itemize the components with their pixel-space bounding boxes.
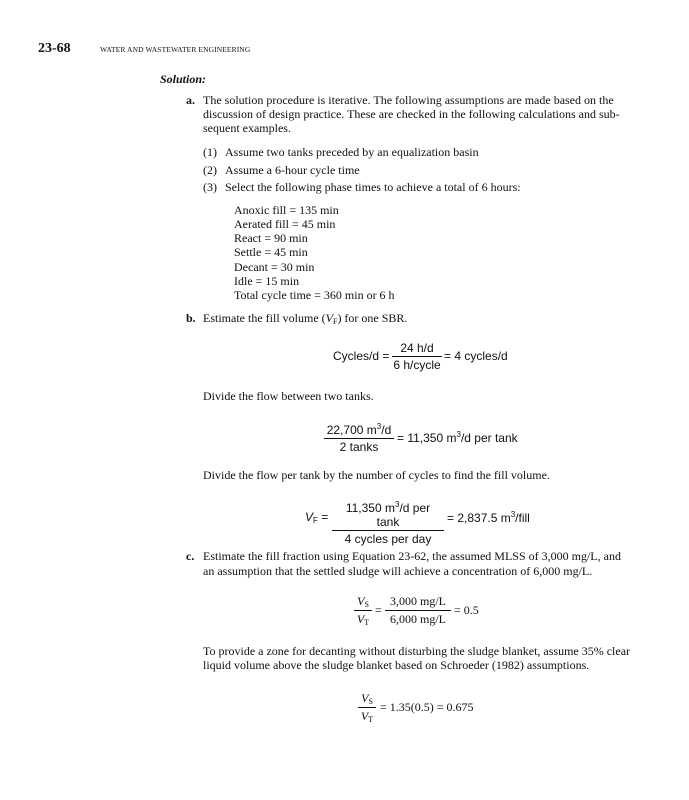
assumption-3-number: (3) <box>203 180 217 194</box>
divide-flow-text: Divide the flow between two tanks. <box>203 389 374 403</box>
eq2-fraction <box>324 422 394 454</box>
eq1-lhs: Cycles/d = <box>333 349 390 363</box>
eq2-denominator: 2 tanks <box>339 440 379 454</box>
part-a-line-1: The solution procedure is iterative. The following assumptions are made based on the <box>203 93 614 107</box>
eq1-fraction <box>392 341 442 372</box>
assumption-1-text: Assume two tanks preceded by an equalization basin <box>225 145 479 159</box>
part-a-line-3: sequent examples. <box>203 121 291 135</box>
zone-text-line-2: liquid volume above the sludge blanket based on Schroeder (1982) assumptions. <box>203 658 590 672</box>
eq3-fraction <box>332 500 444 546</box>
assumption-3-text: Select the following phase times to achieve a total of 6 hours: <box>225 180 521 194</box>
divide-cycles-text: Divide the flow per tank by the number of cycles to find the fill volume. <box>203 468 550 482</box>
part-c-line-1: Estimate the fill fraction using Equation 23-62, the assumed MLSS of 3,000 mg/L, and <box>203 549 621 563</box>
eq4-fraction <box>385 594 451 627</box>
eq2-rhs: = 11,350 $m^3/d$ per tank <box>397 430 518 445</box>
eq3-lhs: $V_F$ = <box>305 510 329 525</box>
eq5-rhs: = 1.35(0.5) = 0.675 <box>380 700 474 714</box>
eq2-numerator: 22,700 $m^3/d$ <box>324 422 394 439</box>
eq3-rhs: = 2,837.5 $m^3$/fill <box>447 510 530 525</box>
phase-time: Decant = 30 min <box>234 260 315 274</box>
eq1-denominator: 6 h/cycle <box>393 358 441 372</box>
part-b-text: Estimate the fill volume $(V_F)$ for one SBR. <box>203 311 408 326</box>
page-number: 23-68 <box>38 41 71 56</box>
part-a-label: a. <box>186 93 195 107</box>
phase-time: Aerated fill = 45 min <box>234 217 336 231</box>
eq1-numerator: 24 h/d <box>392 341 442 357</box>
eq4-denominator: 6,000 mg/L <box>390 612 446 626</box>
eq3-numerator: 11,350 $m^3/d$ per tank <box>332 500 444 531</box>
eq1-rhs: = 4 cycles/d <box>444 349 508 363</box>
solution-heading: Solution: <box>160 72 207 86</box>
phase-time: Idle = 15 min <box>234 274 300 288</box>
assumption-1-number: (1) <box>203 145 217 159</box>
phase-time: Settle = 45 min <box>234 245 308 259</box>
phase-time: Anoxic fill = 135 min <box>234 203 339 217</box>
phase-time: React = 90 min <box>234 231 308 245</box>
eq4-rhs: = 0.5 <box>454 603 479 617</box>
part-a-line-2: discussion of design practice. These are checked in the following calculations and sub- <box>203 107 620 121</box>
running-title: WATER AND WASTEWATER ENGINEERING <box>100 45 251 54</box>
part-c-line-2: an assumption that the settled sludge will achieve a concentration of 6,000 mg/L. <box>203 564 593 578</box>
zone-text-line-1: To provide a zone for decanting without disturbing the sludge blanket, assume 35% clear <box>203 644 631 658</box>
assumption-2-text: Assume a 6-hour cycle time <box>225 163 360 177</box>
eq4-numerator: 3,000 mg/L <box>385 594 451 611</box>
phase-time-total: Total cycle time = 360 min or 6 h <box>234 288 395 302</box>
eq5-lhs-fraction: $\frac{V_S}{V_T}$ <box>358 691 376 724</box>
eq4-equals: = <box>375 603 382 617</box>
assumption-2-number: (2) <box>203 163 217 177</box>
part-c-label: c. <box>186 549 195 563</box>
eq3-denominator: 4 cycles per day <box>344 532 432 546</box>
part-b-label: b. <box>186 311 196 325</box>
eq4-lhs-fraction: $\frac{V_S}{V_T}$ <box>354 594 372 627</box>
